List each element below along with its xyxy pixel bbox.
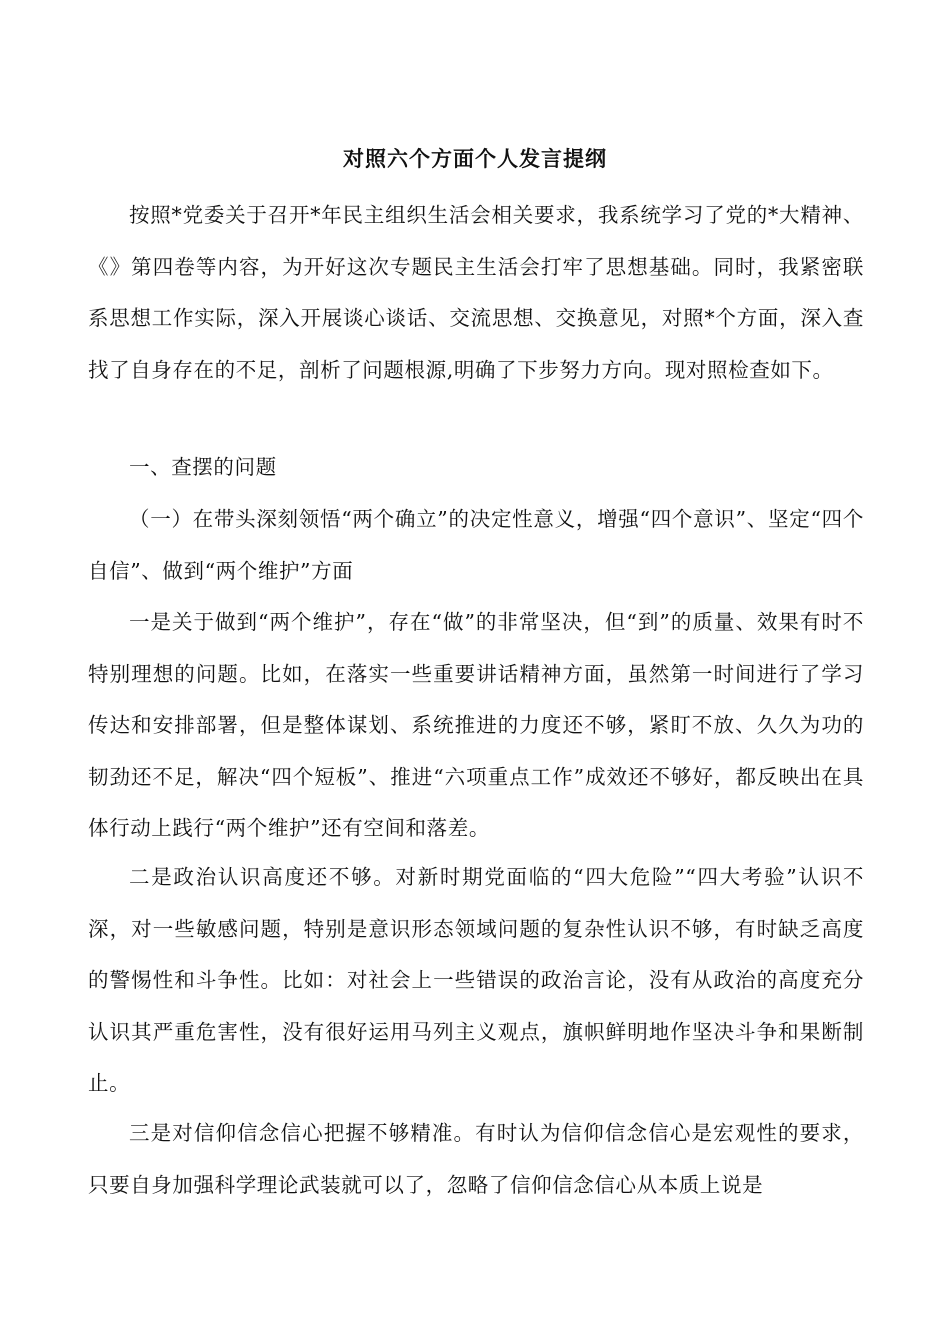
sub-heading: （一）在带头深刻领悟“两个确立”的决定性意义，增强“四个意识”、坚定“四个自信”、做到“两个维护”方面	[88, 507, 864, 583]
point-three-paragraph: 三是对信仰信念信心把握不够精准。有时认为信仰信念信心是宏观性的要求，只要自身加强科学理论武装就可以了，忽略了信仰信念信心从本质上说是	[88, 1121, 864, 1197]
point-two-paragraph: 二是政治认识高度还不够。对新时期党面临的“四大危险”“四大考验”认识不深，对一些敏感问题，特别是意识形态领域问题的复杂性认识不够，有时缺乏高度的警惕性和斗争性。比如：对社会上一些错误的政治言论，没有从政治的高度充分认识其严重危害性，没有很好运用马列主义观点，旗帜鲜明地作坚决斗争和果断制止。	[88, 865, 864, 1095]
point-one-paragraph: 一是关于做到“两个维护”，存在“做”的非常坚决，但“到”的质量、效果有时不特别理想的问题。比如，在落实一些重要讲话精神方面，虽然第一时间进行了学习传达和安排部署，但是整体谋划、系统推进的力度还不够，紧盯不放、久久为功的韧劲还不足，解决“四个短板”、推进“六项重点工作”成效还不够好，都反映出在具体行动上践行“两个维护”还有空间和落差。	[88, 610, 864, 840]
section-heading: 一、查摆的问题	[129, 455, 277, 479]
document-title: 对照六个方面个人发言提纲	[343, 146, 607, 171]
intro-paragraph: 按照*党委关于召开*年民主组织生活会相关要求，我系统学习了党的*大精神、《》第四卷等内容，为开好这次专题民主生活会打牢了思想基础。同时，我紧密联系思想工作实际，深入开展谈心谈话、交流思想、交换意见，对照*个方面，深入查找了自身存在的不足，剖析了问题根源,明确了下步努力方向。现对照检查如下。	[88, 203, 864, 382]
